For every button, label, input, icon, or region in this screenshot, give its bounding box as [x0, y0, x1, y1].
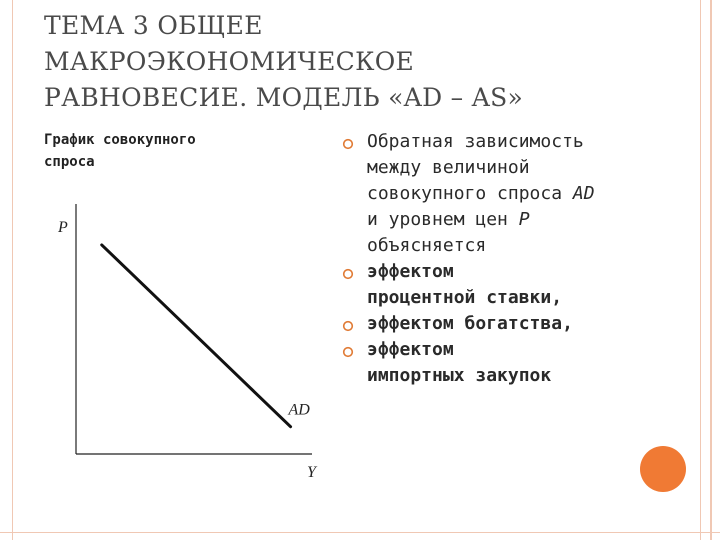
- frame-line-right-inner: [700, 0, 701, 540]
- slide-title-line-1: ТЕМА 3 ОБЩЕЕ: [44, 11, 263, 40]
- ring-bullet-icon: [342, 138, 354, 150]
- bullet-line-text: и уровнем цен: [367, 209, 519, 230]
- frame-line-bottom: [0, 532, 720, 533]
- frame-line-right-outer: [710, 0, 712, 540]
- ring-bullet-icon: [342, 346, 354, 358]
- bullet-line: Обратная зависимость: [367, 131, 584, 152]
- bullet-line-text: совокупного спроса: [367, 183, 573, 204]
- slide-title-line-2: МАКРОЭКОНОМИЧЕСКОЕ: [44, 47, 415, 76]
- ad-curve: [102, 245, 291, 427]
- x-axis-label: Y: [307, 464, 316, 481]
- ad-term: AD: [572, 183, 595, 204]
- bullet-text: [367, 259, 632, 311]
- slide-title-line-3: РАВНОВЕСИЕ. МОДЕЛЬ «AD – AS»: [44, 83, 524, 112]
- bullet-line: [367, 181, 632, 207]
- chart-caption-line-2: спроса: [44, 154, 95, 170]
- slide-title: [44, 8, 644, 116]
- bullet-line: эффектом: [367, 339, 454, 360]
- chart-caption-line-1: График совокупного: [44, 132, 196, 148]
- bullet-text: [367, 129, 632, 259]
- series-layer: [102, 245, 311, 427]
- bullet-text: [367, 337, 632, 389]
- decorative-circle: [640, 446, 686, 492]
- bullet-line: [367, 207, 632, 233]
- bullet-text: [367, 311, 632, 337]
- p-term: P: [518, 209, 530, 230]
- bullet-item: [342, 311, 632, 337]
- bullet-line: процентной ставки,: [367, 287, 563, 308]
- bullet-line: объясняется: [367, 235, 487, 256]
- bullet-line: между величиной: [367, 157, 530, 178]
- chart-caption: [44, 129, 304, 173]
- bullet-item: [342, 259, 632, 311]
- bullet-line: импортных закупок: [367, 365, 552, 386]
- bullet-item: [342, 337, 632, 389]
- ring-bullet-icon: [342, 268, 354, 280]
- bullet-list: [342, 129, 632, 389]
- bullet-item: [342, 129, 632, 259]
- ring-bullet-icon: [342, 320, 354, 332]
- ad-curve-label: AD: [288, 401, 310, 419]
- bullet-line: эффектом: [367, 261, 454, 282]
- frame-line-left: [12, 0, 13, 540]
- y-axis-label: P: [58, 219, 68, 236]
- ad-chart: [40, 184, 340, 484]
- bullet-line: эффектом богатства,: [367, 313, 573, 334]
